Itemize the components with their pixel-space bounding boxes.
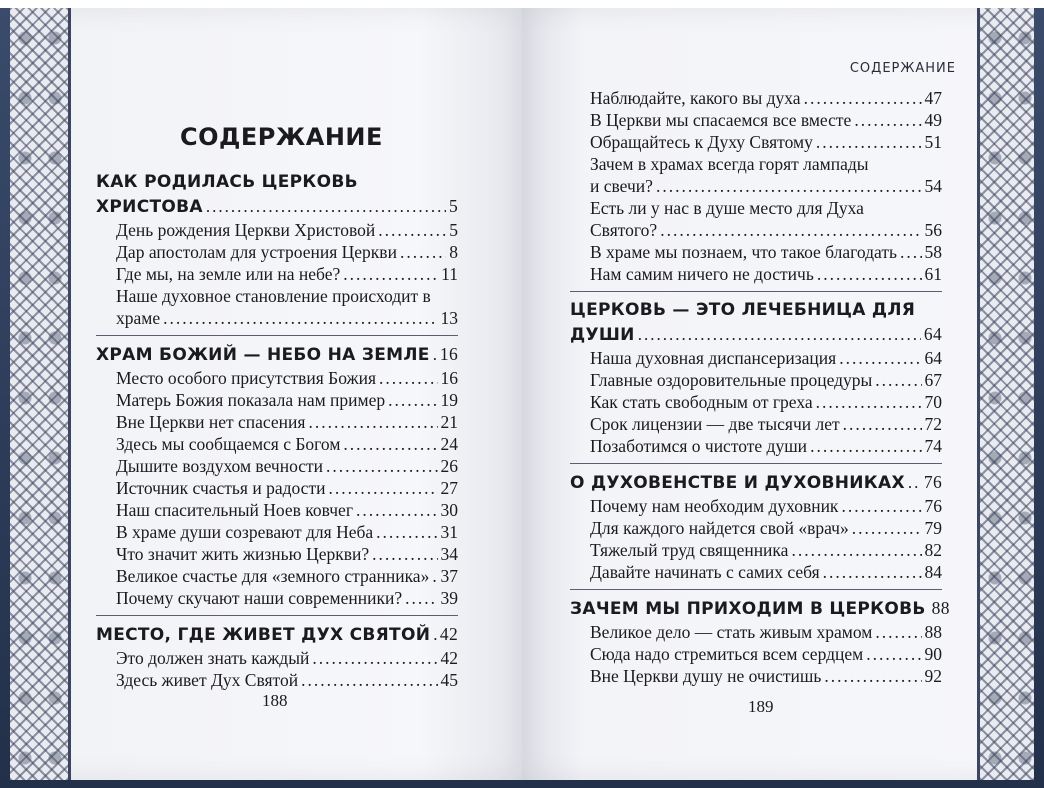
leader-dots <box>824 665 921 687</box>
toc-section[interactable] <box>96 170 458 194</box>
leader-dots <box>376 521 437 543</box>
toc-entry[interactable] <box>570 495 942 517</box>
page-number: 79 <box>924 518 942 538</box>
page-number: 13 <box>440 308 458 328</box>
entry-label: Место особого присутствия Божия <box>116 368 377 388</box>
page-number: 19 <box>440 390 458 410</box>
leader-dots <box>433 623 437 647</box>
entry-label: В храме мы познаем, что такое благодать <box>590 242 897 262</box>
left-page-number: 188 <box>262 691 288 710</box>
leader-dots <box>660 219 921 241</box>
entry-label: Наш спасительный Ноев ковчег <box>116 500 353 520</box>
entry-label: Матерь Божия показала нам пример <box>116 390 386 410</box>
page-number: 49 <box>924 110 942 130</box>
section-title-line: ЦЕРКОВЬ — ЭТО ЛЕЧЕБНИЦА ДЛЯ <box>570 300 916 320</box>
toc-entry[interactable] <box>570 621 942 643</box>
toc-section[interactable] <box>570 298 942 322</box>
toc-entry[interactable] <box>570 87 942 109</box>
toc-entry[interactable] <box>96 219 458 241</box>
toc-entry[interactable] <box>570 241 942 263</box>
leader-dots <box>433 343 437 367</box>
toc-entry[interactable] <box>570 413 942 435</box>
toc-entry[interactable] <box>570 347 942 369</box>
page-number: 54 <box>924 176 942 196</box>
section-title-line: ХРИСТОВА <box>96 197 203 217</box>
leader-dots <box>326 455 437 477</box>
leader-dots <box>163 307 437 329</box>
section-divider <box>96 335 458 336</box>
page-number: 16 <box>439 344 458 364</box>
section-title-line: О ДУХОВЕНСТВЕ И ДУХОВНИКАХ <box>570 473 905 493</box>
entry-label: Как стать свободным от греха <box>590 392 813 412</box>
page-number: 31 <box>440 522 458 542</box>
entry-label: Это должен знать каждый <box>116 648 310 668</box>
leader-dots <box>638 323 921 347</box>
toc-entry[interactable] <box>570 369 942 391</box>
entry-label: и свечи? <box>590 176 653 196</box>
toc-entry[interactable] <box>570 539 942 561</box>
leader-dots <box>405 587 437 609</box>
toc-entry[interactable] <box>570 263 942 285</box>
page-number: 92 <box>924 666 942 686</box>
page-number: 90 <box>924 644 942 664</box>
toc-entry-cont[interactable] <box>570 219 942 241</box>
right-page-number: 189 <box>748 697 774 716</box>
entry-label: Великое счастье для «земного странника» <box>116 566 430 586</box>
section-divider <box>570 291 942 292</box>
toc-section[interactable] <box>570 322 942 347</box>
leader-dots <box>816 391 922 413</box>
page-title: СОДЕРЖАНИЕ <box>180 123 383 151</box>
page-number: 82 <box>924 540 942 560</box>
entry-label: Давайте начинать с самих себя <box>590 562 820 582</box>
right-toc <box>570 87 950 687</box>
entry-label: День рождения Церкви Христовой <box>116 220 376 240</box>
leader-dots <box>839 347 921 369</box>
entry-label: Для каждого найдется свой «врач» <box>590 518 849 538</box>
entry-label: Позаботимся о чистоте души <box>590 436 808 456</box>
toc-entry[interactable] <box>570 643 942 665</box>
entry-label: Где мы, на земле или на небе? <box>116 264 341 284</box>
section-title-line: ЗАЧЕМ МЫ ПРИХОДИМ В ЦЕРКОВЬ <box>570 599 926 619</box>
page-number: 8 <box>449 242 458 262</box>
page-number: 11 <box>441 264 458 284</box>
page-number: 5 <box>449 220 458 240</box>
entry-label: Вне Церкви нет спасения <box>116 412 306 432</box>
toc-section[interactable] <box>96 622 458 647</box>
page-number: 21 <box>440 412 458 432</box>
toc-entry[interactable] <box>96 521 458 543</box>
leader-dots <box>810 435 921 457</box>
entry-label: Великое дело — стать живым храмом <box>590 622 873 642</box>
toc-entry[interactable] <box>570 197 942 219</box>
page-number: 42 <box>439 624 458 644</box>
page-number: 16 <box>440 368 458 388</box>
page-number: 27 <box>440 478 458 498</box>
page-number: 72 <box>924 414 942 434</box>
leader-dots <box>378 219 446 241</box>
section-title-line: ХРАМ БОЖИЙ — НЕБО НА ЗЕМЛЕ <box>96 345 430 365</box>
page-number: 51 <box>924 132 942 152</box>
entry-label: Зачем в храмах всегда горят лампады <box>590 154 869 174</box>
toc-section[interactable] <box>570 596 950 621</box>
section-title-line: ДУШИ <box>570 325 635 345</box>
leader-dots <box>301 669 437 691</box>
left-toc <box>96 164 458 691</box>
toc-entry[interactable] <box>96 647 458 669</box>
entry-label: Главные оздоровительные процедуры <box>590 370 873 390</box>
entry-label: Дышите воздухом вечности <box>116 456 324 476</box>
entry-label: Нам самим ничего не достичь <box>590 264 814 284</box>
page-number: 5 <box>448 196 458 216</box>
toc-entry[interactable] <box>96 433 458 455</box>
leader-dots <box>343 263 438 285</box>
page-number: 70 <box>924 392 942 412</box>
toc-entry[interactable] <box>96 285 458 307</box>
page-number: 88 <box>924 622 942 642</box>
entry-label: В храме души созревают для Неба <box>116 522 374 542</box>
leader-dots <box>875 621 921 643</box>
toc-entry[interactable] <box>96 241 458 263</box>
entry-label: Святого? <box>590 220 658 240</box>
entry-label: Здесь мы сообщаемся с Богом <box>116 434 341 454</box>
page-number: 34 <box>440 544 458 564</box>
toc-entry[interactable] <box>96 411 458 433</box>
section-divider <box>96 615 458 616</box>
toc-section[interactable] <box>96 342 458 367</box>
entry-label: Что значит жить жизнью Церкви? <box>116 544 370 564</box>
entry-label: Источник счастья и радости <box>116 478 326 498</box>
toc-entry[interactable] <box>570 109 942 131</box>
toc-entry[interactable] <box>96 669 458 691</box>
page-number: 24 <box>440 434 458 454</box>
leader-dots <box>823 561 922 583</box>
section-title-line: КАК РОДИЛАСЬ ЦЕРКОВЬ <box>96 172 358 192</box>
leader-dots <box>875 369 921 391</box>
entry-label: храме <box>116 308 161 328</box>
running-head: СОДЕРЖАНИЕ <box>849 61 956 76</box>
page-number: 76 <box>924 496 942 516</box>
leader-dots <box>343 433 437 455</box>
toc-entry[interactable] <box>570 131 942 153</box>
toc-entry[interactable] <box>570 665 942 687</box>
page-number: 26 <box>440 456 458 476</box>
leader-dots <box>312 647 437 669</box>
entry-label: Наша духовная диспансеризация <box>590 348 837 368</box>
entry-label: Срок лицензии — две тысячи лет <box>590 414 840 434</box>
page-number: 64 <box>923 324 942 344</box>
leader-dots <box>804 87 922 109</box>
toc-entry[interactable] <box>96 455 458 477</box>
right-ornamental-border <box>977 8 1034 780</box>
toc-entry[interactable] <box>96 263 458 285</box>
section-divider <box>570 463 942 464</box>
left-ornamental-border <box>10 8 71 780</box>
page-number: 84 <box>924 562 942 582</box>
toc-entry[interactable] <box>570 391 942 413</box>
leader-dots <box>900 241 922 263</box>
toc-entry[interactable] <box>96 543 458 565</box>
entry-label: Тяжелый труд священника <box>590 540 789 560</box>
entry-label: Наблюдайте, какого вы духа <box>590 88 801 108</box>
toc-entry[interactable] <box>570 561 942 583</box>
leader-dots <box>866 643 921 665</box>
page-number: 61 <box>924 264 942 284</box>
leader-dots <box>372 543 437 565</box>
entry-label: Почему нам необходим духовник <box>590 496 839 516</box>
leader-dots <box>908 471 921 495</box>
entry-label: Здесь живет Дух Святой <box>116 670 299 690</box>
leader-dots <box>817 263 922 285</box>
toc-section[interactable] <box>96 194 458 219</box>
toc-entry[interactable] <box>96 565 458 587</box>
page-number: 42 <box>440 648 458 668</box>
entry-label: Наше духовное становление происходит в <box>116 286 431 306</box>
page-number: 67 <box>924 370 942 390</box>
entry-label: В Церкви мы спасаемся все вместе <box>590 110 852 130</box>
toc-entry[interactable] <box>570 435 942 457</box>
page-number: 88 <box>931 598 950 618</box>
leader-dots <box>379 367 437 389</box>
entry-label: Есть ли у нас в душе место для Духа <box>590 198 864 218</box>
page-number: 39 <box>440 588 458 608</box>
page-number: 30 <box>440 500 458 520</box>
section-divider <box>570 589 942 590</box>
leader-dots <box>816 131 922 153</box>
leader-dots <box>308 411 437 433</box>
page-number: 45 <box>440 670 458 690</box>
leader-dots <box>400 241 446 263</box>
toc-entry-cont[interactable] <box>96 307 458 329</box>
page-number: 56 <box>924 220 942 240</box>
leader-dots <box>206 195 446 219</box>
entry-label: Сюда надо стремиться всем сердцем <box>590 644 864 664</box>
toc-entry[interactable] <box>96 389 458 411</box>
leader-dots <box>328 477 437 499</box>
leader-dots <box>388 389 437 411</box>
toc-entry[interactable] <box>96 499 458 521</box>
toc-entry[interactable] <box>96 367 458 389</box>
section-title-line: МЕСТО, ГДЕ ЖИВЕТ ДУХ СВЯТОЙ <box>96 625 431 645</box>
entry-label: Вне Церкви душу не очистишь <box>590 666 822 686</box>
page-number: 74 <box>924 436 942 456</box>
leader-dots <box>841 495 921 517</box>
page-number: 58 <box>924 242 942 262</box>
toc-entry[interactable] <box>570 153 942 175</box>
page-number: 64 <box>924 348 942 368</box>
leader-dots <box>843 413 922 435</box>
entry-label: Почему скучают наши современники? <box>116 588 403 608</box>
toc-entry[interactable] <box>96 587 458 609</box>
toc-entry[interactable] <box>96 477 458 499</box>
leader-dots <box>656 175 922 197</box>
toc-entry-cont[interactable] <box>570 175 942 197</box>
leader-dots <box>854 109 921 131</box>
entry-label: Обращайтесь к Духу Святому <box>590 132 813 152</box>
page-number: 76 <box>923 472 942 492</box>
entry-label: Дар апостолам для устроения Церкви <box>116 242 397 262</box>
leader-dots <box>356 499 438 521</box>
page-number: 37 <box>440 566 458 586</box>
page-number: 47 <box>924 88 942 108</box>
toc-section[interactable] <box>570 470 942 495</box>
leader-dots <box>432 565 437 587</box>
toc-entry[interactable] <box>570 517 942 539</box>
leader-dots <box>791 539 921 561</box>
leader-dots <box>852 517 922 539</box>
